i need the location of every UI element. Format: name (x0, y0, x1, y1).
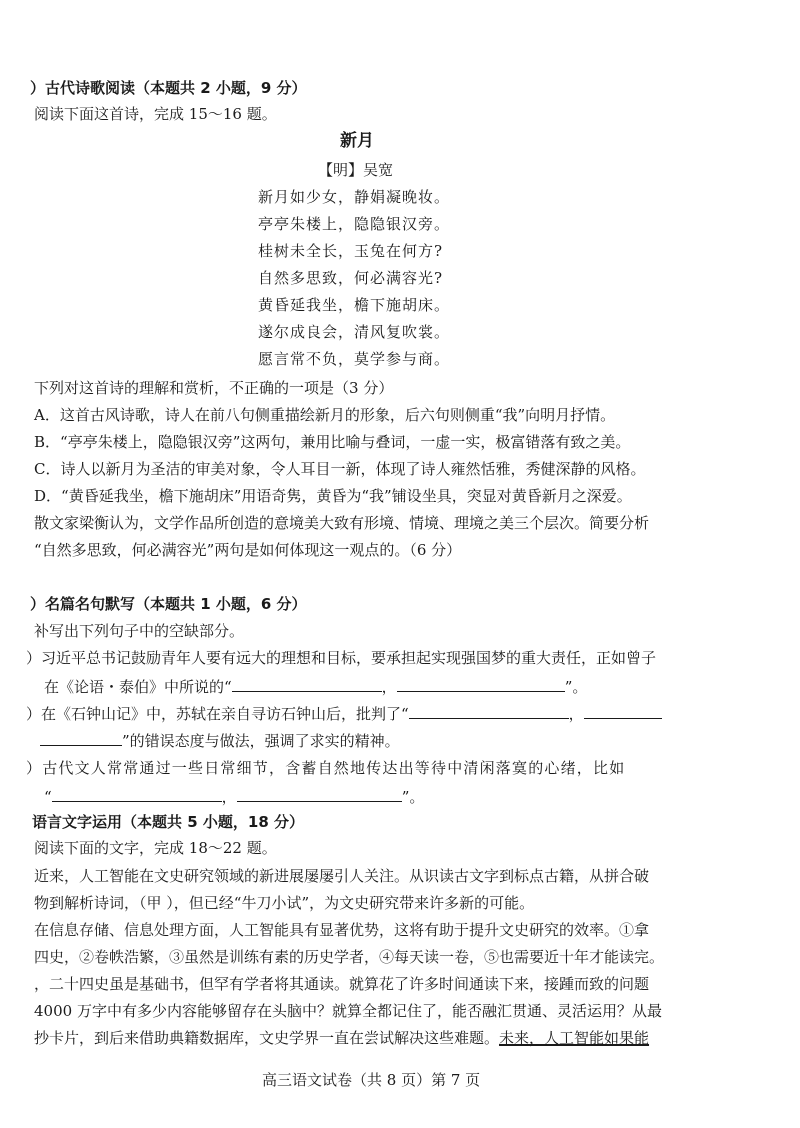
question-15-option-a: A．这首古风诗歌，诗人在前八句侧重描绘新月的形象，后六句则侧重“我”向明月抒情。 (34, 406, 616, 424)
section-heading-language: 语言文字运用（本题共 5 小题，18 分） (32, 813, 304, 831)
dictation-item-2-pre: ）在《石钟山记》中，苏轼在亲自寻访石钟山后，批判了“ (26, 705, 409, 723)
dictation-item-2-line2 (40, 729, 400, 751)
dictation-item-2-mid: ， (568, 705, 584, 723)
passage-line: 4000 万字中有多少内容能够留存在头脑中？就算全都记住了，能否融汇贯通、灵活运用？从最 (34, 1002, 662, 1020)
page-footer: 高三语文试卷（共 8 页）第 7 页 (262, 1071, 481, 1089)
dictation-intro: 补写出下列句子中的空缺部分。 (34, 622, 245, 640)
dictation-item-2-post: ”的错误态度与做法，强调了求实的精神。 (122, 732, 400, 750)
passage-text: 抄卡片，到后来借助典籍数据库，文史学界一直在尝试解决这些难题。 (34, 1029, 500, 1047)
dictation-item-1-post: ”。 (564, 678, 588, 696)
section-heading-dictation: ）名篇名句默写（本题共 1 小题，6 分） (30, 595, 307, 613)
dictation-item-2-line1 (26, 702, 662, 724)
dictation-item-1-mid: ， (381, 678, 397, 696)
dictation-item-3-pre: “ (44, 788, 52, 806)
passage-line-last (34, 1028, 649, 1048)
poem-line: 愿言常不负，莫学参与商。 (258, 350, 451, 368)
answer-blank[interactable] (584, 702, 662, 719)
poetry-intro: 阅读下面这首诗，完成 15～16 题。 (34, 105, 277, 123)
poem-line: 新月如少女，静娟凝晚妆。 (258, 188, 451, 206)
poem-line: 桂树未全长，玉兔在何方? (258, 242, 444, 260)
dictation-item-1-pre: 在《论语・泰伯》中所说的“ (44, 678, 232, 696)
poem-line: 黄昏延我坐，檐下施胡床。 (258, 296, 451, 314)
question-15-option-d: D．“黄昏延我坐，檐下施胡床”用语奇隽，黄昏为“我”铺设坐具，突显对黄昏新月之深爱。 (34, 487, 632, 505)
answer-blank[interactable] (409, 702, 569, 719)
passage-line: 近来，人工智能在文史研究领域的新进展屡屡引人关注。从识读古文字到标点古籍，从拼合破 (34, 867, 650, 885)
answer-blank[interactable] (40, 729, 122, 746)
dictation-item-3-blanks (44, 785, 424, 807)
question-16-line: 散文家梁衡认为，文学作品所创造的意境美大致有形境、情境、理境之美三个层次。简要分析 (34, 514, 650, 532)
answer-blank[interactable] (237, 785, 402, 802)
underlined-sentence: 未来，人工智能如果能 (499, 1029, 650, 1047)
dictation-item-3-mid: ， (221, 788, 237, 806)
poem-title: 新月 (340, 131, 374, 151)
question-15-option-c: C．诗人以新月为圣洁的审美对象，令人耳目一新，体现了诗人雍然恬雅，秀健深静的风格。 (34, 460, 646, 478)
answer-blank[interactable] (232, 675, 382, 692)
question-15-option-b: B．“亭亭朱楼上，隐隐银汉旁”这两句，兼用比喻与叠词，一虚一实，极富错落有致之美。 (34, 433, 631, 451)
language-intro: 阅读下面的文字，完成 18～22 题。 (34, 839, 277, 857)
question-16-line: “自然多思致，何必满容光”两句是如何体现这一观点的。（6 分） (34, 541, 462, 559)
passage-line: 在信息存储、信息处理方面，人工智能具有显著优势，这将有助于提升文史研究的效率。①拿 (34, 921, 650, 939)
poem-line: 遂尔成良会，清风复吹裳。 (258, 323, 451, 341)
dictation-item-3-post: ”。 (401, 788, 425, 806)
dictation-item-1-blanks (44, 675, 587, 697)
passage-line: ，二十四史虽是基础书，但罕有学者将其通读。就算花了许多时间通读下来，接踵而致的问题 (34, 975, 650, 993)
poem-author: 【明】吴宽 (318, 161, 394, 179)
dictation-item-3-text: ）古代文人常常通过一些日常细节，含蓄自然地传达出等待中清闲落寞的心绪，比如 (26, 759, 626, 777)
poem-line: 自然多思致，何必满容光? (258, 269, 444, 287)
passage-line: 物到解析诗词，（甲 ），但已经“牛刀小试”，为文史研究带来许多新的可能。 (34, 894, 535, 912)
question-15-stem: 下列对这首诗的理解和赏析，不正确的一项是（3 分） (34, 379, 394, 397)
section-heading-poetry: ）古代诗歌阅读（本题共 2 小题，9 分） (30, 79, 307, 97)
passage-line: 四史，②卷帙浩繁，③虽然是训练有素的历史学者，④每天读一卷，⑤也需要近十年才能读完。 (34, 948, 665, 966)
poem-line: 亭亭朱楼上，隐隐银汉旁。 (258, 215, 451, 233)
answer-blank[interactable] (52, 785, 222, 802)
answer-blank[interactable] (397, 675, 565, 692)
dictation-item-1-text: ）习近平总书记鼓励青年人要有远大的理想和目标，要承担起实现强国梦的重大责任，正如曾子 (26, 649, 657, 667)
